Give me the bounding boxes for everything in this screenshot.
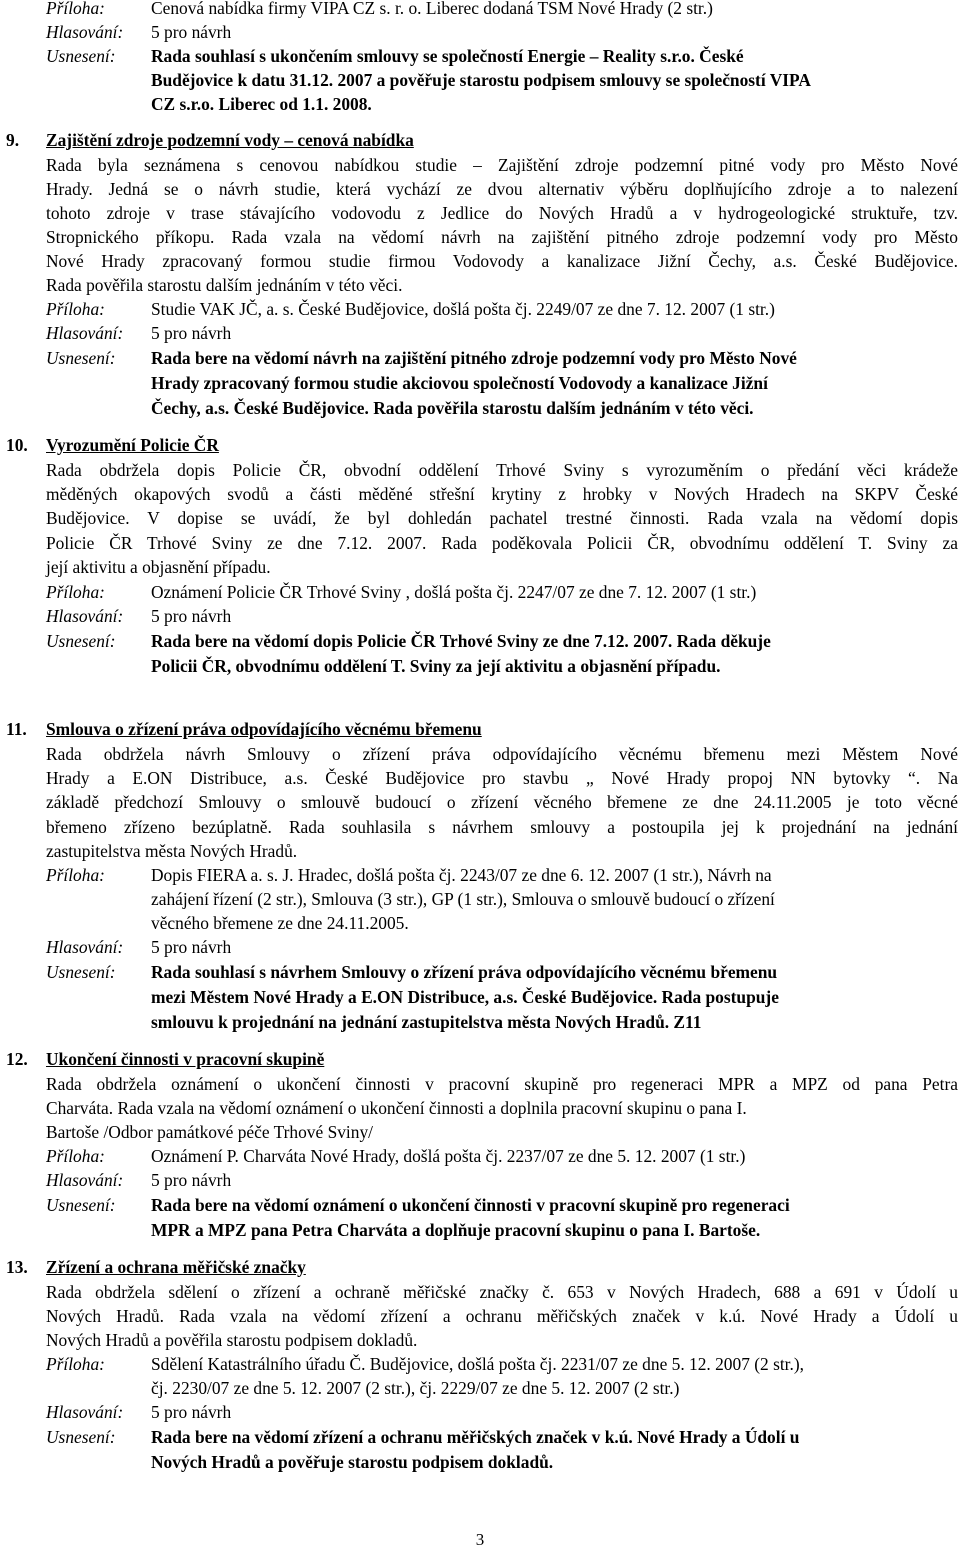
priloha-text: věcného břemene ze dne 24.11.2005. bbox=[151, 913, 409, 933]
priloha-text: Dopis FIERA a. s. J. Hradec, došlá pošta čj. 2243/07 ze dne 6. 12. 2007 (1 str.), Návrh na bbox=[151, 865, 772, 885]
hlasovani-label: Hlasování: bbox=[46, 1170, 124, 1190]
usneseni-line: Hrady zpracovaný formou studie akciovou společností Vodovody a kanalizace Jižní bbox=[151, 373, 768, 393]
section-number: 10. bbox=[6, 435, 28, 455]
hlasovani-text: 5 pro návrh bbox=[151, 1170, 232, 1190]
section-body-line: Rada obdržela oznámení o ukončení činnosti v pracovní skupině pro regeneraci MPR a MPZ od pana Petra bbox=[46, 1074, 958, 1094]
usneseni-line: mezi Městem Nové Hrady a E.ON Distribuce, a.s. České Budějovice. Rada postupuje bbox=[151, 987, 779, 1007]
hlasovani-label: Hlasování: bbox=[46, 323, 124, 343]
section-body-line: Policie ČR Trhové Sviny ze dne 7.12. 2007. Rada poděkovala Policii ČR, obvodnímu oddělení T. Sviny za bbox=[46, 533, 958, 553]
priloha-label: Příloha: bbox=[46, 865, 105, 885]
section-body-line: Charváta. Rada vzala na vědomí oznámení o ukončení činnosti a doplnila pracovní skupinu o pana I. bbox=[46, 1098, 747, 1118]
priloha-label: Příloha: bbox=[46, 1146, 105, 1166]
section-number: 9. bbox=[6, 130, 20, 150]
priloha-label: Příloha: bbox=[46, 0, 105, 18]
section-body-line: Rada obdržela dopis Policie ČR, obvodní oddělení Trhové Sviny s vyrozuměním o předání věci krádeže bbox=[46, 460, 958, 480]
priloha-text: Studie VAK JČ, a. s. České Budějovice, došlá pošta čj. 2249/07 ze dne 7. 12. 2007 (1 str.) bbox=[151, 299, 775, 319]
usneseni-line: Budějovice k datu 31.12. 2007 a pověřuje starostu podpisem smlouvy se společností VIPA bbox=[151, 70, 811, 90]
usneseni-label: Usnesení: bbox=[46, 348, 116, 368]
page-number: 3 bbox=[475, 1530, 485, 1549]
section-number: 11. bbox=[6, 719, 27, 739]
usneseni-label: Usnesení: bbox=[46, 631, 116, 651]
section-body-line: základě předchozí Smlouvy o smlouvě budoucí o zřízení věcného břemene ze dne 24.11.2005 je toto věcné bbox=[46, 792, 958, 812]
section-body-line: její aktivitu a objasnění případu. bbox=[46, 557, 271, 577]
hlasovani-text: 5 pro návrh bbox=[151, 323, 232, 343]
hlasovani-label: Hlasování: bbox=[46, 22, 124, 42]
section-number: 13. bbox=[6, 1257, 28, 1277]
usneseni-label: Usnesení: bbox=[46, 46, 116, 66]
section-body-line: tohoto zdroje v trase stávajícího vodovodu z Jedlice do Nových Hradů a v hydrogeologické struktuře, tzv. bbox=[46, 203, 958, 223]
section-title: Vyrozumění Policie ČR bbox=[46, 435, 219, 455]
hlasovani-label: Hlasování: bbox=[46, 1402, 124, 1422]
usneseni-line: Rada bere na vědomí dopis Policie ČR Trhové Sviny ze dne 7.12. 2007. Rada děkuje bbox=[151, 631, 771, 651]
priloha-label: Příloha: bbox=[46, 1354, 105, 1374]
section-body-line: Bartoše /Odbor památkové péče Trhové Sviny/ bbox=[46, 1122, 373, 1142]
section-body-line: Rada pověřila starostu dalším jednáním v této věci. bbox=[46, 275, 403, 295]
section-body-line: břemeno zřízeno bezúplatně. Rada souhlasila s návrhem smlouvy a postoupila jej k projednání na jednání bbox=[46, 817, 958, 837]
section-body-line: Rada obdržela návrh Smlouvy o zřízení práva odpovídajícího věcnému břemenu mezi Městem Nové bbox=[46, 744, 958, 764]
section-body-line: Nové Hrady zpracovaný formou studie firmou Vodovody a kanalizace Jižní Čechy, a.s. České Budějovice. bbox=[46, 251, 958, 271]
usneseni-line: Rada bere na vědomí návrh na zajištění pitného zdroje podzemní vody pro Město Nové bbox=[151, 348, 797, 368]
section-body-line: Rada obdržela sdělení o zřízení a ochraně měřičské značky č. 653 v Nových Hradech, 688 a 691 v Údolí u bbox=[46, 1282, 958, 1302]
section-body-line: Rada byla seznámena s cenovou nabídkou studie – Zajištění zdroje podzemní pitné vody pro Město Nové bbox=[46, 155, 958, 175]
priloha-text: Oznámení Policie ČR Trhové Sviny , došlá pošta čj. 2247/07 ze dne 7. 12. 2007 (1 str.) bbox=[151, 582, 757, 602]
priloha-text: Oznámení P. Charváta Nové Hrady, došlá pošta čj. 2237/07 ze dne 5. 12. 2007 (1 str.) bbox=[151, 1146, 746, 1166]
hlasovani-text: 5 pro návrh bbox=[151, 1402, 232, 1422]
section-body-line: zastupitelstva města Nových Hradů. bbox=[46, 841, 298, 861]
priloha-text: zahájení řízení (2 str.), Smlouva (3 str.), GP (1 str.), Smlouva o smlouvě budoucí o zřízení bbox=[151, 889, 775, 909]
section-body-line: Nových Hradů. Rada vzala na vědomí zřízení a ochranu měřičských značek v k.ú. Nové Hrady a Údolí u bbox=[46, 1306, 958, 1326]
usneseni-line: Rada souhlasí s návrhem Smlouvy o zřízení práva odpovídajícího věcnému břemenu bbox=[151, 962, 778, 982]
section-body-line: Hrady. Jedná se o návrh studie, která vychází ze dvou alternativ výběru doplňujícího zdroje a to nalezení bbox=[46, 179, 958, 199]
section-title: Zajištění zdroje podzemní vody – cenová nabídka bbox=[46, 130, 414, 150]
priloha-label: Příloha: bbox=[46, 299, 105, 319]
section-title: Zřízení a ochrana měřičské značky bbox=[46, 1257, 306, 1277]
section-body-line: Nových Hradů a pověřila starostu podpisem dokladů. bbox=[46, 1330, 418, 1350]
section-body-line: Stropnického příkopu. Rada vzala na vědomí návrh na zajištění pitného zdroje podzemní vody pro Město bbox=[46, 227, 958, 247]
usneseni-line: Rada souhlasí s ukončením smlouvy se společností Energie – Reality s.r.o. České bbox=[151, 46, 744, 66]
usneseni-line: Nových Hradů a pověřuje starostu podpisem dokladů. bbox=[151, 1452, 554, 1472]
usneseni-line: Čechy, a.s. České Budějovice. Rada pověřila starostu dalším jednáním v této věci. bbox=[151, 398, 754, 418]
hlasovani-text: 5 pro návrh bbox=[151, 606, 232, 626]
usneseni-line: smlouvu k projednání na jednání zastupitelstva města Nových Hradů. Z11 bbox=[151, 1012, 702, 1032]
usneseni-line: Policii ČR, obvodnímu oddělení T. Sviny za její aktivitu a objasnění případu. bbox=[151, 656, 721, 676]
hlasovani-text: 5 pro návrh bbox=[151, 937, 232, 957]
usneseni-label: Usnesení: bbox=[46, 1427, 116, 1447]
priloha-label: Příloha: bbox=[46, 582, 105, 602]
section-title: Ukončení činnosti v pracovní skupině bbox=[46, 1049, 325, 1069]
usneseni-line: Rada bere na vědomí zřízení a ochranu měřičských značek v k.ú. Nové Hrady a Údolí u bbox=[151, 1427, 800, 1447]
section-title: Smlouva o zřízení práva odpovídajícího věcnému břemenu bbox=[46, 719, 482, 739]
usneseni-line: CZ s.r.o. Liberec od 1.1. 2008. bbox=[151, 94, 372, 114]
hlasovani-text: 5 pro návrh bbox=[151, 22, 232, 42]
usneseni-line: MPR a MPZ pana Petra Charváta a doplňuje pracovní skupinu o pana I. Bartoše. bbox=[151, 1220, 761, 1240]
usneseni-label: Usnesení: bbox=[46, 962, 116, 982]
usneseni-label: Usnesení: bbox=[46, 1195, 116, 1215]
hlasovani-label: Hlasování: bbox=[46, 606, 124, 626]
priloha-text: Cenová nabídka firmy VIPA CZ s. r. o. Liberec dodaná TSM Nové Hrady (2 str.) bbox=[151, 0, 713, 18]
priloha-text: čj. 2230/07 ze dne 5. 12. 2007 (2 str.), čj. 2229/07 ze dne 5. 12. 2007 (2 str.) bbox=[151, 1378, 680, 1398]
usneseni-line: Rada bere na vědomí oznámení o ukončení činnosti v pracovní skupině pro regeneraci bbox=[151, 1195, 790, 1215]
section-body-line: měděných okapových svodů a části měděné střešní krytiny z hrobky v Nových Hradech na SKPV České bbox=[46, 484, 958, 504]
priloha-text: Sdělení Katastrálního úřadu Č. Budějovice, došlá pošta čj. 2231/07 ze dne 5. 12. 2007 (2 str.), bbox=[151, 1354, 804, 1374]
section-body-line: Hrady a E.ON Distribuce, a.s. České Budějovice pro stavbu „ Nové Hrady propoj NN bytovky “. Na bbox=[46, 768, 958, 788]
hlasovani-label: Hlasování: bbox=[46, 937, 124, 957]
section-number: 12. bbox=[6, 1049, 28, 1069]
section-body-line: Budějovice. V dopise se uvádí, že byl dohledán pachatel trestné činnosti. Rada vzala na vědomí dopis bbox=[46, 508, 958, 528]
